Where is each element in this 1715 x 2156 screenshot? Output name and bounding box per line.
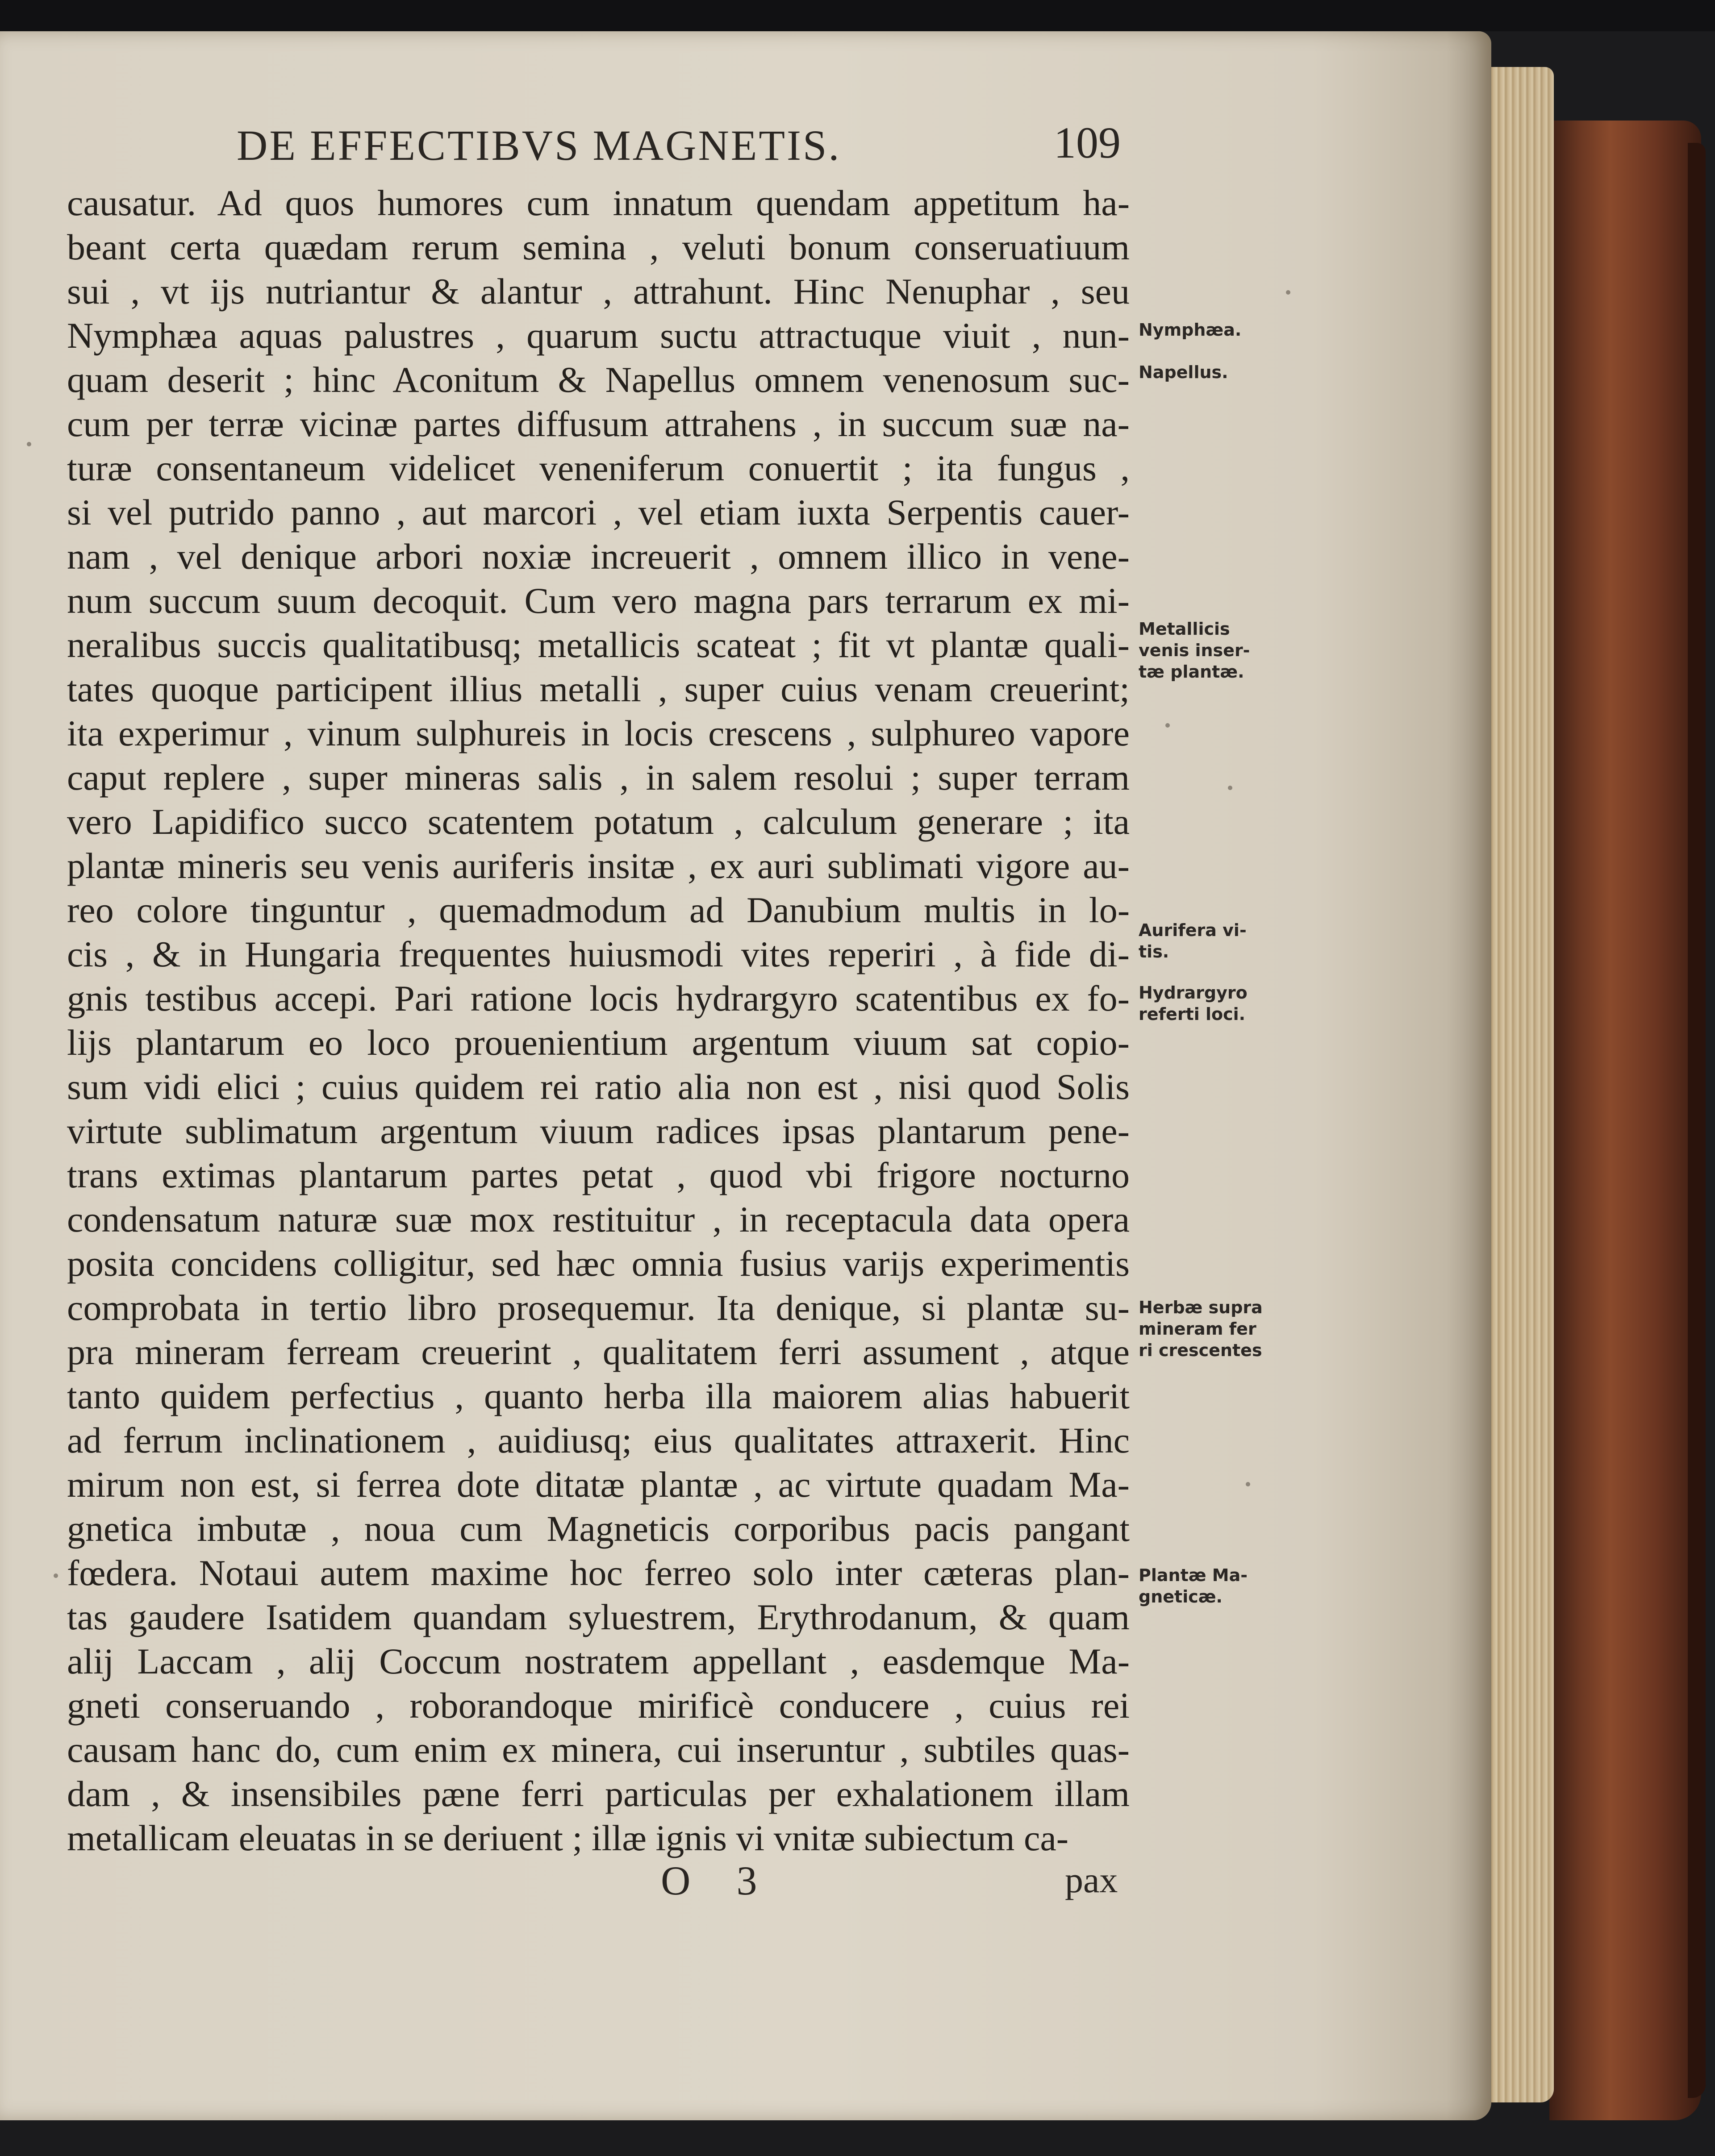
text-line: virtute sublimatum argentum viuum radices ipsas plantarum pene- bbox=[67, 1111, 1130, 1151]
margin-note bbox=[1139, 982, 1286, 1025]
scan-speck bbox=[1228, 786, 1232, 790]
signature-mark: O 3 bbox=[661, 1858, 775, 1903]
page-number: 109 bbox=[1054, 118, 1121, 167]
text-line: trans extimas plantarum partes petat , quod vbi frigore nocturno bbox=[67, 1155, 1130, 1195]
text-line: ita experimur , vinum sulphureis in locis crescens , sulphureo vapore bbox=[67, 713, 1130, 753]
margin-note-line: Napellus. bbox=[1139, 362, 1228, 382]
margin-note-line: Plantæ Ma- bbox=[1139, 1565, 1248, 1585]
scan-speck bbox=[1286, 290, 1290, 295]
text-line: quam deserit ; hinc Aconitum & Napellus omnem venenosum suc- bbox=[67, 359, 1130, 400]
book-cover-leather bbox=[1549, 121, 1701, 2120]
text-line: plantæ mineris seu venis auriferis insitæ , ex auri sublimati vigore au- bbox=[67, 845, 1130, 886]
text-line: tanto quidem perfectius , quanto herba illa maiorem alias habuerit bbox=[67, 1376, 1130, 1416]
text-line: neralibus succis qualitatibusq; metallicis scateat ; fit vt plantæ quali- bbox=[67, 624, 1130, 665]
margin-note-line: venis inser- bbox=[1139, 641, 1250, 660]
text-line: causam hanc do, cum enim ex minera, cui inseruntur , subtiles quas- bbox=[67, 1729, 1130, 1770]
margin-note-line: referti loci. bbox=[1139, 1004, 1246, 1024]
text-line: tates quoque participent illius metalli , super cuius venam creuerint; bbox=[67, 669, 1130, 709]
scan-speck bbox=[54, 1573, 58, 1578]
text-line: tas gaudere Isatidem quandam syluestrem, Erythrodanum, & quam bbox=[67, 1597, 1130, 1637]
text-line: alij Laccam , alij Coccum nostratem appellant , easdemque Ma- bbox=[67, 1641, 1130, 1682]
text-line: turæ consentaneum videlicet veneniferum conuertit ; ita fungus , bbox=[67, 448, 1130, 488]
scan-speck bbox=[1246, 1482, 1250, 1486]
page-fore-edges bbox=[1487, 67, 1554, 2102]
text-line: caput replere , super mineras salis , in salem resolui ; super terram bbox=[67, 757, 1130, 798]
margin-note-line: Nymphæa. bbox=[1139, 320, 1242, 340]
text-line: sui , vt ijs nutriantur & alantur , attrahunt. Hinc Nenuphar , seu bbox=[67, 271, 1130, 312]
text-line: comprobata in tertio libro prosequemur. Ita denique, si plantæ su- bbox=[67, 1287, 1130, 1328]
text-line: condensatum naturæ suæ mox restituitur , in receptacula data opera bbox=[67, 1199, 1130, 1240]
text-line: vero Lapidifico succo scatentem potatum , calculum generare ; ita bbox=[67, 801, 1130, 842]
text-line: fœdera. Notaui autem maxime hoc ferreo solo inter cæteras plan- bbox=[67, 1552, 1130, 1593]
margin-note-line: Metallicis bbox=[1139, 619, 1230, 639]
text-line: cis , & in Hungaria frequentes huiusmodi vites reperiri , à fide di- bbox=[67, 934, 1130, 974]
margin-note bbox=[1139, 1297, 1286, 1361]
scan-speck bbox=[1165, 723, 1170, 728]
margin-note bbox=[1139, 920, 1286, 962]
margin-note-line: tis. bbox=[1139, 942, 1169, 961]
scan-speck bbox=[27, 442, 31, 446]
margin-note bbox=[1139, 319, 1286, 341]
margin-note-line: mineram fer bbox=[1139, 1319, 1256, 1339]
margin-note-line: gneticæ. bbox=[1139, 1587, 1223, 1607]
margin-note-line: Hydrargyro bbox=[1139, 983, 1248, 1003]
text-line: num succum suum decoquit. Cum vero magna pars terrarum ex mi- bbox=[67, 580, 1130, 621]
book-cover-edge bbox=[1688, 143, 1706, 2098]
text-line: posita concidens colligitur, sed hæc omnia fusius varijs experimentis bbox=[67, 1243, 1130, 1284]
text-line: ad ferrum inclinationem , auidiusq; eius qualitates attraxerit. Hinc bbox=[67, 1420, 1130, 1461]
text-line: causatur. Ad quos humores cum innatum quendam appetitum ha- bbox=[67, 183, 1130, 223]
text-line: gnis testibus accepi. Pari ratione locis hydrargyro scatentibus ex fo- bbox=[67, 978, 1130, 1019]
text-line: lijs plantarum eo loco prouenientium argentum viuum sat copio- bbox=[67, 1022, 1130, 1063]
text-line: gnetica imbutæ , noua cum Magneticis corporibus pacis pangant bbox=[67, 1508, 1130, 1549]
catchword: pax bbox=[1065, 1860, 1118, 1900]
text-line: metallicam eleuatas in se deriuent ; illæ ignis vi vnitæ subiectum ca- bbox=[67, 1818, 1069, 1858]
text-line: si vel putrido panno , aut marcori , vel etiam iuxta Serpentis cauer- bbox=[67, 492, 1130, 533]
margin-note-line: Aurifera vi- bbox=[1139, 920, 1247, 940]
text-line: Nymphæa aquas palustres , quarum suctu attractuque viuit , nun- bbox=[67, 315, 1130, 356]
text-line: gneti conseruando , roborandoque mirificè conducere , cuius rei bbox=[67, 1685, 1130, 1726]
margin-note bbox=[1139, 618, 1286, 683]
text-line: reo colore tinguntur , quemadmodum ad Danubium multis in lo- bbox=[67, 890, 1130, 930]
text-line: beant certa quædam rerum semina , veluti bonum conseruatiuum bbox=[67, 227, 1130, 267]
margin-note bbox=[1139, 1565, 1286, 1607]
margin-note-line: tæ plantæ. bbox=[1139, 662, 1244, 682]
text-line: pra mineram ferream creuerint , qualitatem ferri assument , atque bbox=[67, 1332, 1130, 1372]
margin-note-line: ri crescentes bbox=[1139, 1340, 1262, 1360]
margin-note-line: Herbæ supra bbox=[1139, 1298, 1263, 1317]
running-title: DE EFFECTIBVS MAGNETIS. bbox=[237, 121, 841, 169]
margin-note bbox=[1139, 362, 1286, 383]
text-line: mirum non est, si ferrea dote ditatæ plantæ , ac virtute quadam Ma- bbox=[67, 1464, 1130, 1505]
text-line: dam , & insensibiles pæne ferri particulas per exhalationem illam bbox=[67, 1773, 1130, 1814]
scan-background-top bbox=[0, 0, 1715, 31]
text-line: cum per terræ vicinæ partes diffusum attrahens , in succum suæ na- bbox=[67, 404, 1130, 444]
text-line: nam , vel denique arbori noxiæ increuerit , omnem illico in vene- bbox=[67, 536, 1130, 577]
text-line: sum vidi elici ; cuius quidem rei ratio alia non est , nisi quod Solis bbox=[67, 1066, 1130, 1107]
main-text-block bbox=[67, 181, 1130, 1860]
